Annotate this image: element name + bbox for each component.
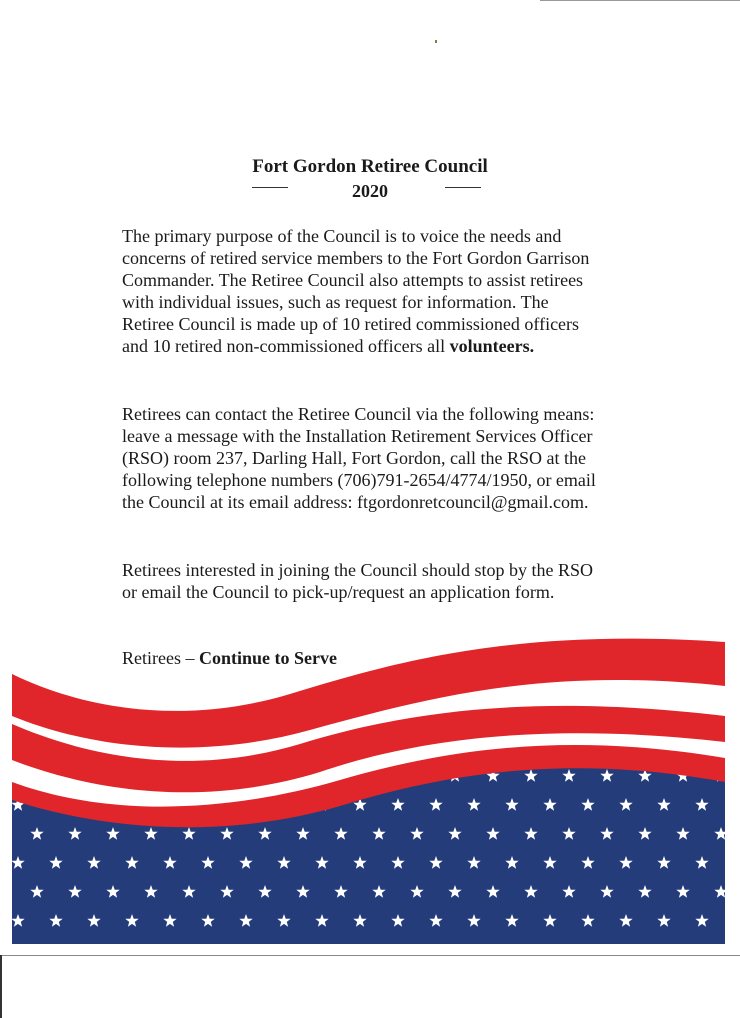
volunteers-emphasis: volunteers. xyxy=(449,336,535,356)
star-icon xyxy=(467,740,480,753)
title-block xyxy=(0,155,740,203)
purpose-paragraph xyxy=(122,225,602,357)
scan-left-edge xyxy=(0,955,2,1018)
document-year: 2020 xyxy=(352,181,388,201)
closing-emphasis: Continue to Serve xyxy=(198,648,337,668)
title-rule-right xyxy=(445,187,481,188)
star-icon xyxy=(30,769,43,782)
scan-speck xyxy=(435,40,437,43)
scan-edge-line xyxy=(540,0,740,1)
purpose-text: The primary purpose of the Council is to voice the needs and concerns of retired service members to the Fort Gordon Garrison Commander. The Retiree Council also attempts to assist retirees with individual issues, such as request for information. The Retiree Council is made up of 10 retired commissioned officers and 10 retired non-commissioned officers all xyxy=(122,226,590,356)
closing-prefix: Retirees – xyxy=(122,648,199,668)
joining-paragraph: Retirees interested in joining the Council should stop by the RSO or email the Council to pick-up/request an application form. xyxy=(122,560,593,602)
scan-bottom-line xyxy=(0,955,740,956)
title-rule-left xyxy=(252,187,288,188)
year-row xyxy=(0,179,740,203)
contact-paragraph: Retirees can contact the Retiree Council via the following means: leave a message with the Installation Retirement Services Officer (RSO) room 237, Darling Hall, Fort Gordon, call the RSO at the following telephone numbers (706)791-2654/4774/1950, or email the Council at its email address: ftgordonretcouncil@gmail.com. xyxy=(122,404,596,512)
document-title: Fort Gordon Retiree Council xyxy=(252,156,488,177)
closing-line xyxy=(122,647,602,669)
star-icon xyxy=(695,740,708,753)
